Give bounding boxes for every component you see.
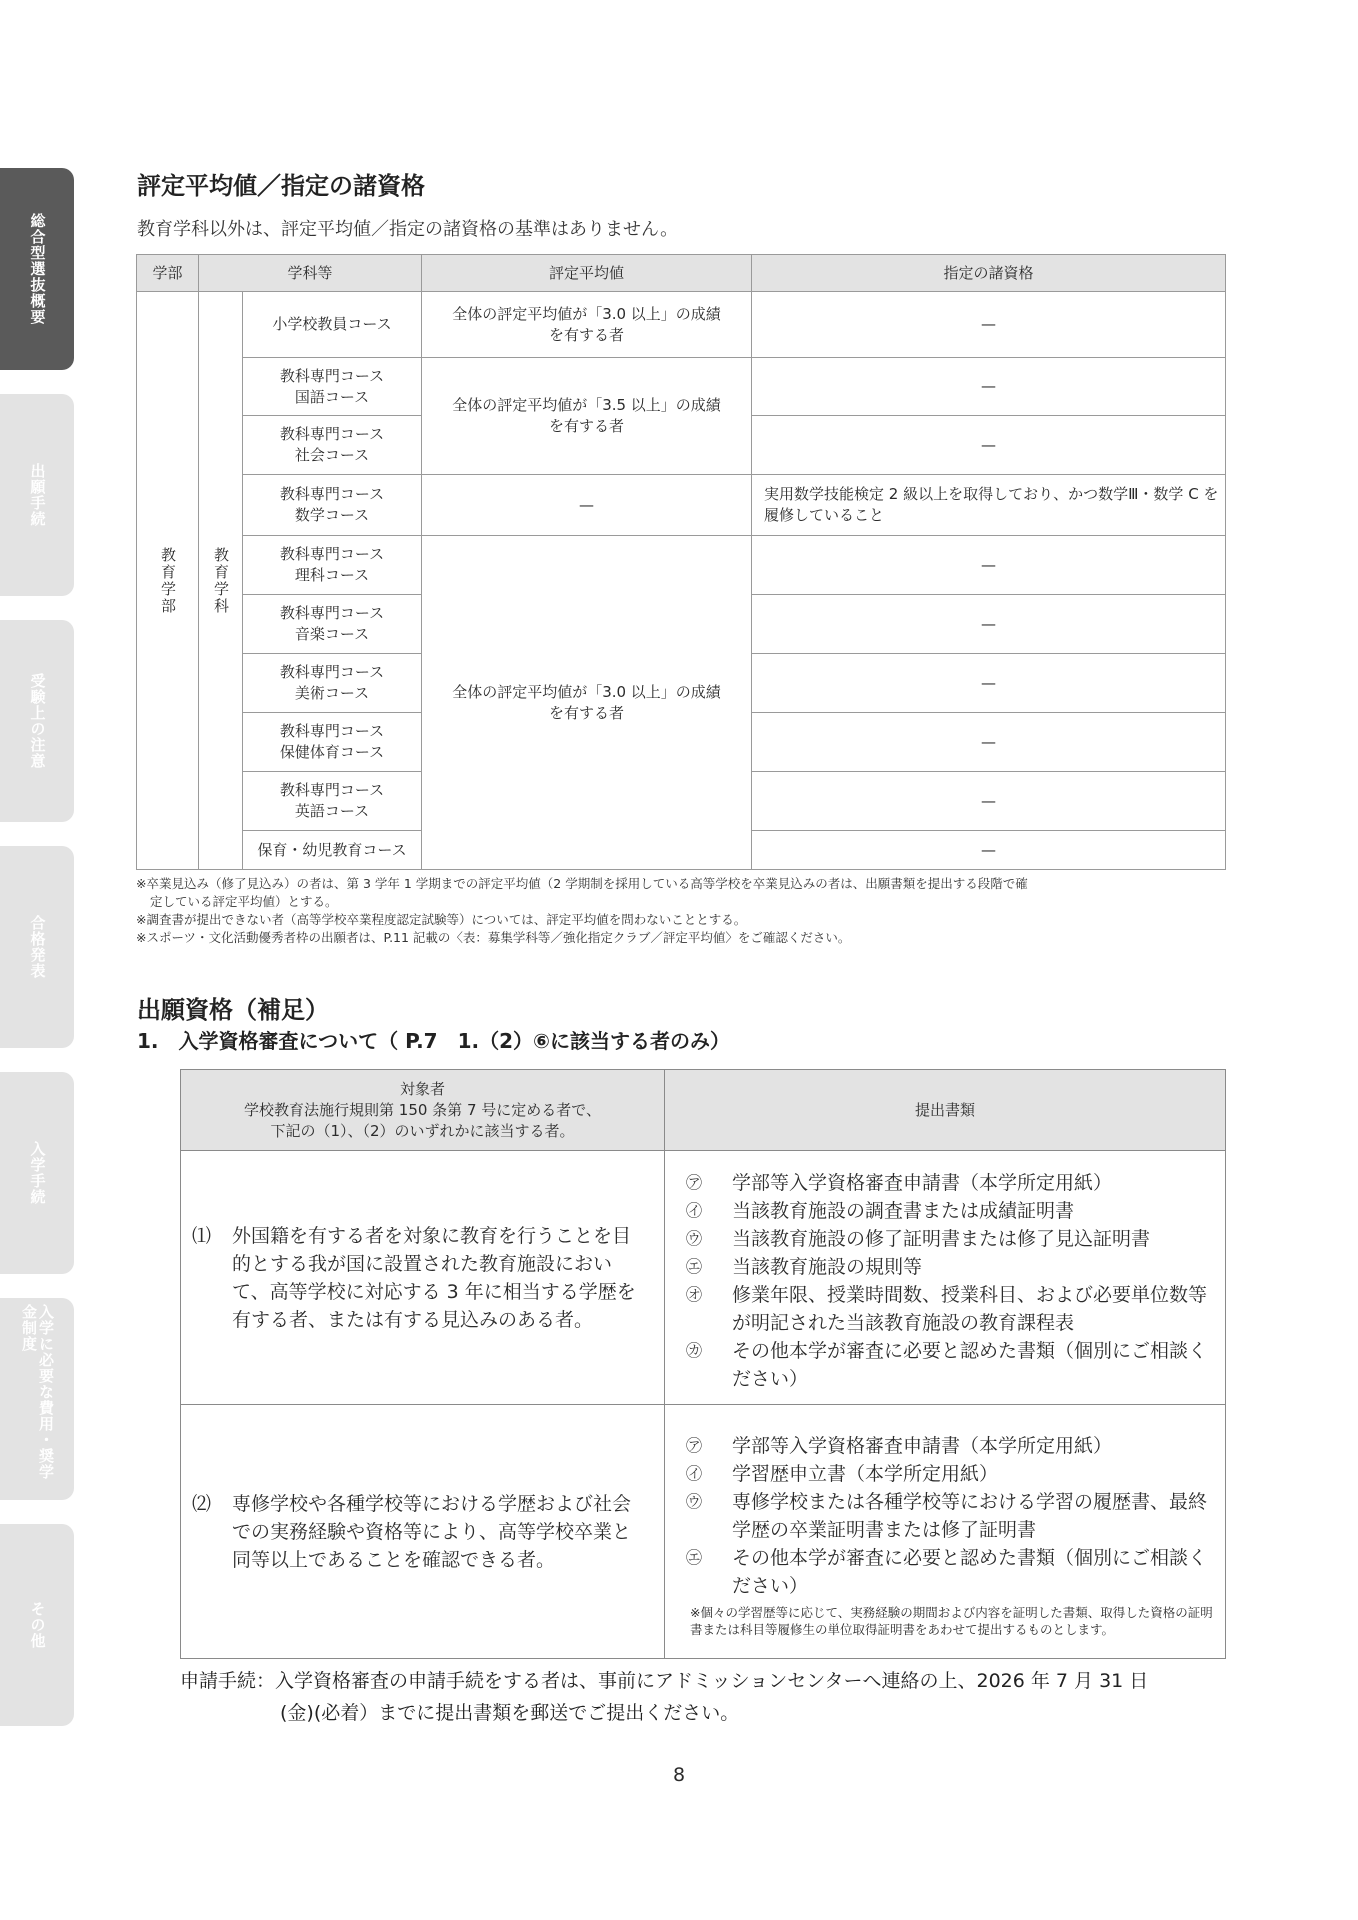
- col-header-docs: 提出書類: [665, 1070, 1226, 1151]
- side-tab-label: 総合型選抜概要: [28, 213, 47, 325]
- doc-text: 当該教育施設の規則等: [732, 1255, 923, 1278]
- gpa-text: 全体の評定平均値が「3.0 以上」の成績を有する者: [452, 682, 721, 722]
- qual-cell: —: [752, 654, 1226, 713]
- side-tab-exam-notes[interactable]: [0, 620, 74, 822]
- side-tab-label: その他: [28, 1601, 47, 1649]
- target-cell: [181, 1405, 665, 1659]
- qual-cell: —: [752, 358, 1226, 416]
- faculty-cell: [137, 292, 199, 870]
- table-header-row: [137, 255, 1226, 292]
- note-line: ※卒業見込み（修了見込み）の者は、第 3 学年 1 学期までの評定平均値（2 学期制を採用している高等学校を卒業見込みの者は、出願書類を提出する段階で確: [136, 876, 1028, 891]
- target-text: 専修学校や各種学校等における学歴および社会での実務経験や資格等により、高等学校卒業と同等以上であることを確認できる者。: [232, 1492, 632, 1571]
- course-cell: 教科専門コース 理科コース: [243, 536, 422, 595]
- doc-text: その他本学が審査に必要と認めた書類（個別にご相談ください）: [732, 1546, 1208, 1597]
- side-tab-application[interactable]: [0, 394, 74, 596]
- gpa-text: 全体の評定平均値が「3.5 以上」の成績を有する者: [452, 396, 721, 435]
- note-line: ※調査書が提出できない者（高等学校卒業程度認定試験等）については、評定平均値を問わないこととする。: [136, 912, 747, 927]
- doc-text: 当該教育施設の修了証明書または修了見込証明書: [732, 1227, 1151, 1250]
- doc-text: 修業年限、授業時間数、授業科目、および必要単位数等が明記された当該教育施設の教育課程表: [732, 1283, 1208, 1334]
- doc-text: 学部等入学資格審査申請書（本学所定用紙）: [732, 1434, 1113, 1457]
- doc-key: ㋓: [686, 1547, 703, 1567]
- header-line: 下記の（1）、（2）のいずれかに該当する者。: [270, 1121, 575, 1140]
- table-row: [137, 475, 1226, 536]
- doc-key: ㋑: [686, 1200, 703, 1220]
- doc-key: ㋐: [686, 1172, 703, 1192]
- table-notes: [136, 875, 1246, 947]
- table-row: [137, 358, 1226, 416]
- doc-text: 学部等入学資格審査申請書（本学所定用紙）: [732, 1171, 1113, 1194]
- table-row: [137, 292, 1226, 358]
- table-row: [181, 1405, 1226, 1659]
- target-text: 外国籍を有する者を対象に教育を行うことを目的とする我が国に設置された教育施設において、高等学校に対応する 3 年に相当する学歴を有する者、または有する見込みのある者。: [232, 1224, 636, 1331]
- docs-cell: [665, 1151, 1226, 1405]
- qual-cell: —: [752, 595, 1226, 654]
- doc-text: その他本学が審査に必要と認めた書類（個別にご相談ください）: [732, 1339, 1208, 1390]
- doc-key: ㋕: [686, 1340, 703, 1360]
- table-row: [181, 1151, 1226, 1405]
- qual-cell: —: [752, 831, 1226, 870]
- gpa-table: [136, 254, 1226, 870]
- table-row: [137, 536, 1226, 595]
- course-cell: 教科専門コース 国語コース: [243, 358, 422, 416]
- doc-text: 専修学校または各種学校等における学習の履歴書、最終学歴の卒業証明書または修了証明書: [732, 1490, 1208, 1541]
- qual-cell: —: [752, 536, 1226, 595]
- faculty-label: 教育学部: [159, 546, 177, 615]
- application-procedure: [180, 1665, 1148, 1729]
- col-header-dept: 学科等: [199, 255, 422, 292]
- eligibility-table: [180, 1069, 1226, 1659]
- col-header-faculty: 学部: [137, 255, 199, 292]
- doc-key: ㋒: [686, 1228, 703, 1248]
- side-tab-overview[interactable]: [0, 168, 74, 370]
- section-intro: 教育学科以外は、評定平均値／指定の諸資格の基準はありません。: [137, 219, 679, 240]
- side-tab-results[interactable]: [0, 846, 74, 1048]
- course-cell: 小学校教員コース: [243, 292, 422, 358]
- gpa-text: 全体の評定平均値が「3.0 以上」の成績を有する者: [452, 304, 721, 344]
- qual-cell: 実用数学技能検定 2 級以上を取得しており、かつ数学Ⅲ・数学 C を履修していること: [752, 475, 1226, 536]
- doc-key: ㋑: [686, 1463, 703, 1483]
- gpa-cell: [422, 536, 752, 870]
- apply-line: (金)(必着）までに提出書類を郵送でご提出ください。: [280, 1702, 740, 1724]
- note-line: 定している評定平均値）とする。: [150, 894, 338, 909]
- qual-cell: —: [752, 292, 1226, 358]
- section-title-eligibility: 出願資格（補足）: [137, 996, 329, 1024]
- side-tab-label: 入学に必要な費用・奨学金制度: [20, 1304, 55, 1480]
- gpa-cell: —: [422, 475, 752, 536]
- side-tab-label: 入学手続: [28, 1141, 47, 1205]
- course-cell: 教科専門コース 数学コース: [243, 475, 422, 536]
- doc-text: 当該教育施設の調査書または成績証明書: [732, 1199, 1075, 1222]
- doc-key: ㋒: [686, 1491, 703, 1511]
- docs-cell: [665, 1405, 1226, 1659]
- col-header-gpa: 評定平均値: [422, 255, 752, 292]
- gpa-cell: [422, 358, 752, 475]
- docs-note: ※個々の学習歴等に応じて、実務経験の期間および内容を証明した書類、取得した資格の証明書または科目等履修生の単位取得証明書をあわせて提出するものとします。: [690, 1604, 1213, 1637]
- col-header-qual: 指定の諸資格: [752, 255, 1226, 292]
- side-tab-fees[interactable]: [0, 1298, 74, 1500]
- item-number: ⑵: [192, 1492, 212, 1515]
- course-cell: 教科専門コース 保健体育コース: [243, 713, 422, 772]
- header-line: 学校教育法施行規則第 150 条第 7 号に定める者で、: [244, 1100, 601, 1119]
- gpa-cell: [422, 292, 752, 358]
- dept-cell: [199, 292, 243, 870]
- side-tab-other[interactable]: [0, 1524, 74, 1726]
- qual-cell: —: [752, 416, 1226, 475]
- table-header-row: [181, 1070, 1226, 1151]
- section-title-gpa: 評定平均値／指定の諸資格: [137, 172, 425, 200]
- qual-cell: —: [752, 772, 1226, 831]
- side-tab-label: 出願手続: [28, 463, 47, 527]
- item-number: ⑴: [192, 1224, 212, 1247]
- col-header-target: [181, 1070, 665, 1151]
- doc-key: ㋓: [686, 1256, 703, 1276]
- side-tab-label: 受験上の注意: [28, 673, 47, 769]
- side-tab-label: 合格発表: [28, 915, 47, 979]
- course-cell: 教科専門コース 社会コース: [243, 416, 422, 475]
- qual-cell: —: [752, 713, 1226, 772]
- course-cell: 教科専門コース 美術コース: [243, 654, 422, 713]
- course-cell: 教科専門コース 英語コース: [243, 772, 422, 831]
- header-line: 対象者: [399, 1079, 445, 1098]
- apply-line: 申請手続：入学資格審査の申請手続をする者は、事前にアドミッションセンターへ連絡の上、2026 年 7 月 31 日: [180, 1670, 1149, 1692]
- doc-key: ㋔: [686, 1284, 703, 1304]
- section-subtitle: 1. 入学資格審査について（ P.7 1.（2）⑥に該当する者のみ）: [137, 1029, 730, 1053]
- side-tab-enrollment[interactable]: [0, 1072, 74, 1274]
- dept-label: 教育学科: [212, 546, 230, 615]
- course-cell: 保育・幼児教育コース: [243, 831, 422, 870]
- target-cell: [181, 1151, 665, 1405]
- doc-key: ㋐: [686, 1435, 703, 1455]
- doc-text: 学習歴申立書（本学所定用紙）: [732, 1462, 999, 1485]
- note-line: ※スポーツ・文化活動優秀者枠の出願者は、P.11 記載の〈表：募集学科等／強化指定クラブ／評定平均値〉をご確認ください。: [136, 930, 851, 945]
- page-number: 8: [672, 1764, 686, 1786]
- course-cell: 教科専門コース 音楽コース: [243, 595, 422, 654]
